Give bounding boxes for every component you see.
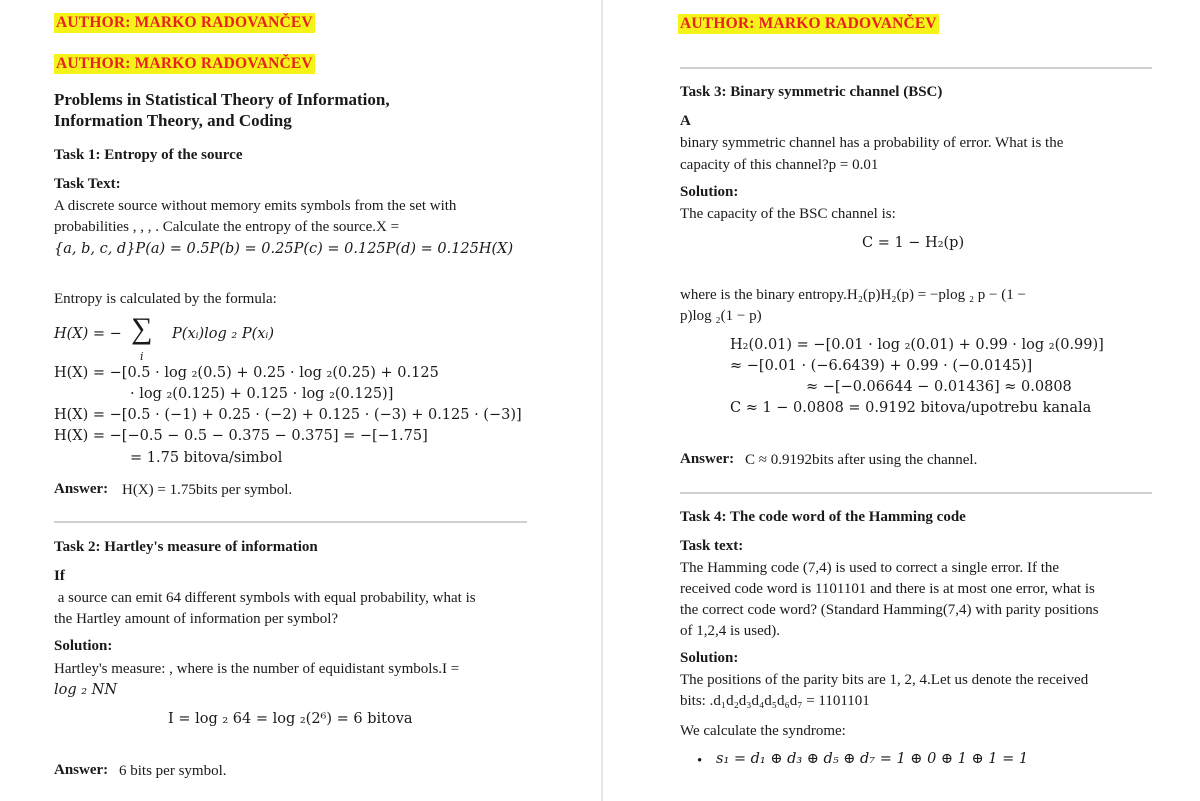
author-banner: AUTHOR: MARKO RADOVANČEV (56, 14, 313, 31)
task1-answer: H(X) = 1.75bits per symbol. (122, 482, 293, 498)
task3-solution-label: Solution: (680, 184, 739, 200)
task4-solution: bits: .d₁d₂d₃d₄d₅d₆d₇ = 1101101 (680, 693, 870, 709)
task1-text: {a, b, c, d}P(a) = 0.5P(b) = 0.25P(c) = 0.125P(d) = 0.125H(X) (54, 241, 514, 257)
task1-answer-label: Answer: (54, 481, 109, 497)
calc-line: H(X) = −[0.5 · (−1) + 0.25 · (−2) + 0.125 · (−3) + 0.125 · (−3)] (54, 407, 522, 423)
calc-line: C ≈ 1 − 0.0808 = 0.9192 bitova/upotrebu kanala (730, 400, 1092, 416)
binary-entropy-text: where is the binary entropy.H₂(p)H₂(p) = −plog ₂ p − (1 − (680, 287, 1026, 303)
bsc-capacity-formula: C = 1 − H₂(p) (862, 235, 965, 251)
task4-text: The Hamming code (7,4) is used to correct a single error. If the (680, 560, 1060, 576)
task2-answer-label: Answer: (54, 762, 109, 778)
document-title: Problems in Statistical Theory of Information, (54, 90, 390, 109)
calc-line: ≈ −[0.01 · (−6.6439) + 0.99 · (−0.0145)] (730, 358, 1033, 374)
calc-line: ≈ −[−0.06644 − 0.01436] ≈ 0.0808 (806, 379, 1072, 395)
calc-line: H(X) = −[0.5 · log ₂(0.5) + 0.25 · log ₂(0.25) + 0.125 (54, 365, 439, 381)
task3-heading: Task 3: Binary symmetric channel (BSC) (680, 84, 943, 100)
task2-heading: Task 2: Hartley's measure of information (54, 539, 318, 555)
page-divider (601, 0, 603, 801)
calc-line: = 1.75 bitova/simbol (130, 450, 283, 466)
task4-solution-label: Solution: (680, 650, 739, 666)
task3-text: binary symmetric channel has a probability of error. What is the (680, 135, 1064, 151)
task1-text: A discrete source without memory emits symbols from the set with (54, 198, 457, 214)
task2-solution: log ₂ NN (54, 682, 118, 698)
hartley-formula: I = log ₂ 64 = log ₂(2⁶) = 6 bitova (168, 711, 413, 727)
calc-line: H(X) = −[−0.5 − 0.5 − 0.375 − 0.375] = −[−1.75] (54, 428, 428, 444)
task1-text: probabilities , , , . Calculate the entropy of the source.X = (54, 219, 400, 235)
task4-text-label: Task text: (680, 538, 744, 554)
task3-answer: C ≈ 0.9192bits after using the channel. (745, 452, 978, 468)
task4-text: of 1,2,4 is used). (680, 623, 780, 639)
task3-text: capacity of this channel?p = 0.01 (680, 157, 879, 173)
calc-line: H₂(0.01) = −[0.01 · log ₂(0.01) + 0.99 · log ₂(0.99)] (730, 337, 1104, 353)
sum-index: i (140, 350, 144, 363)
calc-line: · log ₂(0.125) + 0.125 · log ₂(0.125)] (130, 386, 394, 402)
section-divider (54, 521, 527, 523)
task1-text-label: Task Text: (54, 176, 121, 192)
syndrome-s1: s₁ = d₁ ⊕ d₃ ⊕ d₅ ⊕ d₇ = 1 ⊕ 0 ⊕ 1 ⊕ 1 = 1 (716, 751, 1029, 767)
task2-text: a source can emit 64 different symbols with equal probability, what is (54, 590, 476, 606)
right-page (605, 0, 1200, 801)
formula-intro: Entropy is calculated by the formula: (54, 291, 277, 307)
task3-a: A (680, 113, 691, 129)
task4-text: the correct code word? (Standard Hamming(7,4) with parity positions (680, 602, 1099, 618)
entropy-formula-lhs: H(X) = − (54, 326, 122, 342)
entropy-formula-rhs: P(xᵢ)log ₂ P(xᵢ) (172, 326, 275, 342)
task4-heading: Task 4: The code word of the Hamming code (680, 509, 966, 525)
binary-entropy-text: p)log ₂(1 − p) (680, 308, 762, 324)
syndrome-intro: We calculate the syndrome: (680, 723, 846, 739)
task2-text: the Hartley amount of information per symbol? (54, 611, 339, 627)
task2-solution-label: Solution: (54, 638, 113, 654)
author-banner: AUTHOR: MARKO RADOVANČEV (56, 55, 313, 72)
bullet: • (697, 753, 703, 769)
task2-answer: 6 bits per symbol. (119, 763, 227, 779)
author-banner: AUTHOR: MARKO RADOVANČEV (680, 15, 937, 32)
task3-answer-label: Answer: (680, 451, 735, 467)
task2-solution: Hartley's measure: , where is the number of equidistant symbols.I = (54, 661, 460, 677)
section-divider (680, 492, 1152, 494)
task4-text: received code word is 1101101 and there is at most one error, what is (680, 581, 1095, 597)
document-title: Information Theory, and Coding (54, 111, 292, 130)
task3-solution: The capacity of the BSC channel is: (680, 206, 896, 222)
task2-if: If (54, 568, 65, 584)
section-divider (680, 67, 1152, 69)
sum-symbol: ∑ (131, 312, 153, 345)
task1-heading: Task 1: Entropy of the source (54, 147, 243, 163)
task4-solution: The positions of the parity bits are 1, 2, 4.Let us denote the received (680, 672, 1089, 688)
